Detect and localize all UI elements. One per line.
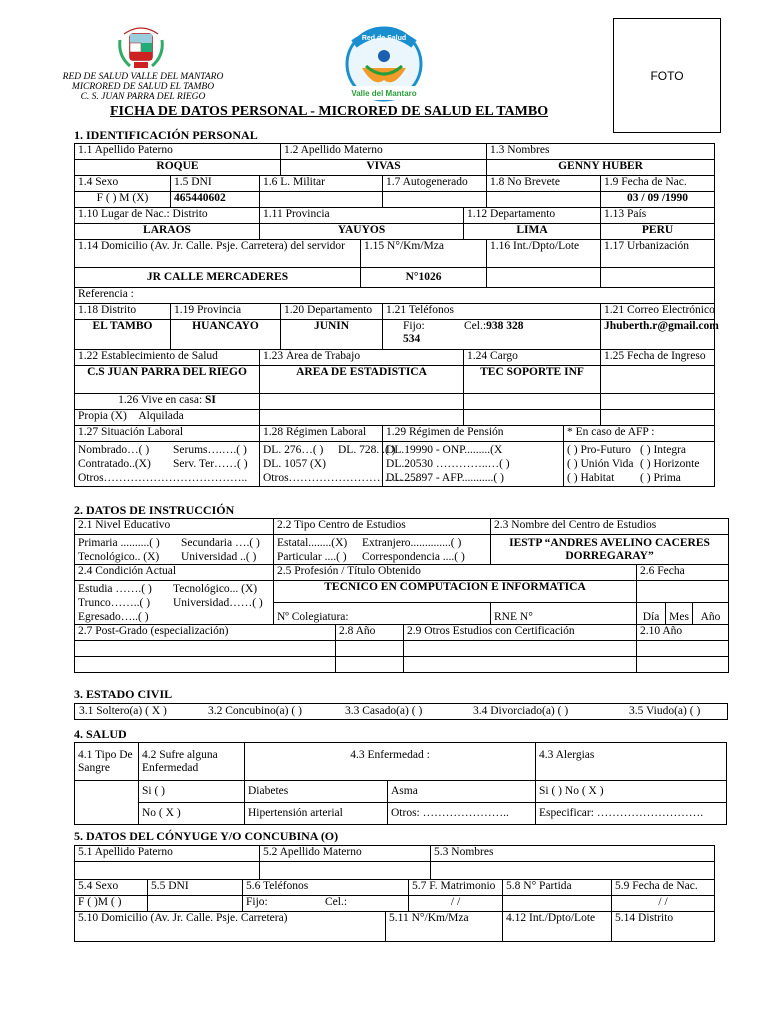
instruccion-table: [74, 518, 729, 673]
header-line-2: MICRORED DE SALUD EL TAMBO: [71, 82, 215, 92]
label-referencia: Referencia :: [75, 288, 715, 304]
label-anio: Año: [693, 603, 729, 625]
value-cel: 938 328: [486, 320, 524, 332]
value-cel-2: 534: [403, 333, 421, 345]
label-sexo: 1.4 Sexo: [75, 176, 171, 192]
option-concubino: 3.2 Concubino(a) ( ): [208, 705, 302, 717]
header-line-1: RED DE SALUD VALLE DEL MANTARO: [62, 72, 224, 82]
label-enfermedad: 4.3 Enfermedad :: [245, 743, 536, 781]
label-profesion: 2.5 Profesión / Título Obtenido: [274, 565, 637, 581]
option-primaria: Primaria ..........( ): [78, 537, 160, 549]
label-cel: Cel.:: [464, 320, 487, 332]
label-conyuge-domicilio: 5.10 Domicilio (Av. Jr. Calle. Psje. Carretera): [75, 912, 386, 942]
label-afp: * En caso de AFP :: [564, 426, 715, 442]
option-dl-1057: DL. 1057 (X): [263, 458, 326, 470]
option-enfermedad-no: No ( X ): [139, 803, 245, 825]
label-distrito: 1.18 Distrito: [75, 304, 171, 320]
logo-top-text: Red de Salud: [361, 35, 407, 42]
label-nombres: 1.3 Nombres: [487, 144, 715, 160]
label-regimen-pension: 1.29 Régimen de Pensión: [383, 426, 564, 442]
option-otros-situacion: Otros………………………………..: [78, 472, 248, 484]
option-propia: Propia (X): [78, 410, 127, 422]
label-anio-post-grado: 2.8 Año: [336, 625, 404, 641]
value-nombre-centro: IESTP “ANDRES AVELINO CACERES DORREGARAY”: [491, 535, 729, 565]
conyuge-table: [74, 845, 715, 942]
option-viudo: 3.5 Viudo(a) ( ): [629, 705, 701, 717]
value-conyuge-sexo: F ( )M ( ): [75, 896, 148, 912]
option-dl-25897: DL.25897 - AFP...........( ): [386, 472, 504, 484]
label-conyuge-cel: Cel.:: [325, 896, 348, 908]
label-post-grado: 2.7 Post-Grado (especialización): [75, 625, 336, 641]
option-egresado: Egresado…..( ): [78, 611, 149, 623]
logo-bottom-text: Valle del Mantaro: [351, 89, 417, 98]
label-conyuge-fecha-nac: 5.9 Fecha de Nac.: [612, 880, 715, 896]
label-conyuge-nombres: 5.3 Nombres: [431, 846, 715, 862]
value-distrito: EL TAMBO: [75, 320, 171, 350]
option-correspondencia: Correspondencia ....( ): [362, 551, 465, 563]
label-domicilio: 1.14 Domicilio (Av. Jr. Calle. Psje. Carretera) del servidor: [75, 240, 361, 268]
section-4-title: 4. SALUD: [74, 727, 127, 741]
label-vive-en-casa: 1.26 Vive en casa:: [118, 394, 203, 406]
option-prima: ( ) Prima: [640, 472, 681, 484]
option-soltero: 3.1 Soltero(a) ( X ): [79, 705, 167, 717]
option-extranjero: Extranjero..............( ): [362, 537, 462, 549]
label-libreta-militar: 1.6 L. Militar: [260, 176, 383, 192]
label-fijo: Fijo:: [403, 320, 425, 332]
label-apellido-materno: 1.2 Apellido Materno: [281, 144, 487, 160]
option-serums: Serums….….( ): [173, 444, 247, 456]
option-nombrado: Nombrado…( ): [78, 444, 150, 456]
peru-seal: [116, 20, 166, 72]
value-cargo: TEC SOPORTE INF: [464, 366, 601, 394]
label-conyuge-int-dpto: 4.12 Int./Dpto/Lote: [503, 912, 612, 942]
value-pais: PERU: [601, 224, 715, 240]
tipo-vivienda: [75, 410, 260, 426]
label-area-trabajo: 1.23 Área de Trabajo: [260, 350, 464, 366]
option-asma: Asma: [388, 781, 536, 803]
label-provincia: 1.19 Provincia: [171, 304, 281, 320]
label-conyuge-telefonos: 5.6 Teléfonos: [243, 880, 409, 896]
option-hipertension: Hipertensión arterial: [245, 803, 388, 825]
value-numero: N°1026: [361, 268, 487, 288]
label-situacion-laboral: 1.27 Situación Laboral: [75, 426, 260, 442]
option-horizonte: ( ) Horizonte: [640, 458, 700, 470]
option-trunco: Trunco……..( ): [78, 597, 151, 609]
option-enfermedad-si: Si ( ): [139, 781, 245, 803]
value-dni: 465440602: [171, 192, 260, 208]
value-fecha-nac: 03 / 09 /1990: [601, 192, 715, 208]
option-tecnologico-condicion: Tecnológico... (X): [173, 583, 258, 595]
label-tipo-sangre: 4.1 Tipo De Sangre: [75, 743, 139, 781]
option-diabetes: Diabetes: [245, 781, 388, 803]
value-correo: Jhuberth.r@gmail.com: [601, 320, 715, 350]
identificacion-table: [74, 143, 719, 487]
option-otros-enfermedad: Otros: …………………..: [388, 803, 536, 825]
label-int-dpto-lote: 1.16 Int./Dpto/Lote: [487, 240, 601, 268]
label-pais: 1.13 País: [601, 208, 715, 224]
label-conyuge-apellido-paterno: 5.1 Apellido Paterno: [75, 846, 260, 862]
option-dl-19990: DL.19990 - ONP.........(X: [386, 444, 503, 456]
section-1-title: 1. IDENTIFICACIÓN PERSONAL: [74, 128, 258, 142]
option-divorciado: 3.4 Divorciado(a) ( ): [473, 705, 569, 717]
label-nombre-centro: 2.3 Nombre del Centro de Estudios: [491, 519, 729, 535]
option-particular: Particular ....( ): [277, 551, 347, 563]
option-universidad-condicion: Universidad……( ): [173, 597, 263, 609]
option-estudia: Estudia …….( ): [78, 583, 152, 595]
value-domicilio: JR CALLE MERCADERES: [75, 268, 361, 288]
label-autogenerado: 1.7 Autogenerado: [383, 176, 487, 192]
option-dl-20530: DL.20530 …………..…( ): [386, 458, 510, 470]
option-contratado: Contratado..(X): [78, 458, 151, 470]
value-distrito-nac: LARAOS: [75, 224, 260, 240]
label-sufre-enfermedad: 4.2 Sufre alguna Enfermedad: [139, 743, 245, 781]
photo-box: [613, 18, 721, 133]
field-especificar: Especificar: ……………………….: [536, 803, 727, 825]
label-conyuge-fijo: Fijo:: [246, 896, 268, 908]
option-secundaria: Secundaria ….( ): [181, 537, 260, 549]
value-telefonos: [383, 320, 601, 350]
value-vive-en-casa: SI: [205, 394, 216, 406]
option-habitat: ( ) Habitat: [567, 472, 615, 484]
label-cargo: 1.24 Cargo: [464, 350, 601, 366]
label-provincia-nac: 1.11 Provincia: [260, 208, 464, 224]
label-tipo-centro: 2.2 Tipo Centro de Estudios: [274, 519, 491, 535]
label-numero-partida: 5.8 N° Partida: [503, 880, 612, 896]
label-regimen-laboral: 1.28 Régimen Laboral: [260, 426, 383, 442]
label-brevete: 1.8 No Brevete: [487, 176, 601, 192]
label-lugar-nac-distrito: 1.10 Lugar de Nac.: Distrito: [75, 208, 260, 224]
label-rne: RNE N°: [491, 603, 637, 625]
label-departamento-nac: 1.12 Departamento: [464, 208, 601, 224]
option-pro-futuro: ( ) Pro-Futuro: [567, 444, 631, 456]
value-area-trabajo: AREA DE ESTADISTICA: [260, 366, 464, 394]
red-salud-logo: [344, 22, 424, 104]
salud-table: [74, 742, 727, 825]
label-dni: 1.5 DNI: [171, 176, 260, 192]
value-apellido-materno: VIVAS: [281, 160, 487, 176]
label-departamento: 1.20 Departamento: [281, 304, 383, 320]
label-urbanizacion: 1.17 Urbanización: [601, 240, 715, 268]
label-fecha-matrimonio: 5.7 F. Matrimonio: [409, 880, 503, 896]
option-dl-276: DL. 276…( ): [263, 444, 324, 456]
label-nivel-educativo: 2.1 Nivel Educativo: [75, 519, 274, 535]
section-2-title: 2. DATOS DE INSTRUCCIÓN: [74, 503, 235, 517]
label-dia: Día: [637, 603, 666, 625]
header-line-3: C. S. JUAN PARRA DEL RIEGO: [80, 92, 206, 102]
label-numero-km-mza: 1.15 N°/Km/Mza: [361, 240, 487, 268]
option-union-vida: ( ) Unión Vida: [567, 458, 634, 470]
option-casado: 3.3 Casado(a) ( ): [345, 705, 423, 717]
value-departamento-nac: LIMA: [464, 224, 601, 240]
option-tecnologico: Tecnológico.. (X): [78, 551, 160, 563]
label-fecha-nac: 1.9 Fecha de Nac.: [601, 176, 715, 192]
section-3-title: 3. ESTADO CIVIL: [74, 687, 173, 701]
page-title: FICHA DE DATOS PERSONAL - MICRORED DE SALUD EL TAMBO: [110, 104, 549, 119]
option-universidad: Universidad ..( ): [181, 551, 257, 563]
value-establecimiento: C.S JUAN PARRA DEL RIEGO: [75, 366, 260, 394]
label-condicion-actual: 2.4 Condición Actual: [75, 565, 274, 581]
option-integra: ( ) Integra: [640, 444, 687, 456]
label-conyuge-numero: 5.11 N°/Km/Mza: [386, 912, 503, 942]
label-alergias: 4.3 Alergias: [536, 743, 727, 781]
label-fecha: 2.6 Fecha: [637, 565, 729, 581]
label-colegiatura: Nº Colegiatura:: [274, 603, 491, 625]
option-otros-regimen: Otros…………………………….: [263, 472, 418, 484]
value-fecha-matrimonio: / /: [409, 896, 503, 912]
label-conyuge-apellido-materno: 5.2 Apellido Materno: [260, 846, 431, 862]
option-alquilada: Alquilada: [138, 410, 184, 422]
option-alergias-si-no: Si ( ) No ( X ): [536, 781, 727, 803]
section-5-title: 5. DATOS DEL CÓNYUGE Y/O CONCUBINA (O): [74, 829, 339, 843]
value-nombres: GENNY HUBER: [487, 160, 715, 176]
label-telefonos: 1.21 Teléfonos: [383, 304, 601, 320]
label-conyuge-sexo: 5.4 Sexo: [75, 880, 148, 896]
label-apellido-paterno: 1.1 Apellido Paterno: [75, 144, 281, 160]
label-conyuge-dni: 5.5 DNI: [148, 880, 243, 896]
label-otros-estudios: 2.9 Otros Estudios con Certificación: [404, 625, 637, 641]
value-sexo: F ( ) M (X): [75, 192, 171, 208]
estado-civil-row: [74, 703, 728, 720]
photo-label: FOTO: [650, 69, 684, 83]
label-establecimiento: 1.22 Establecimiento de Salud: [75, 350, 260, 366]
option-dl-728: DL. 728. .( ): [338, 444, 396, 456]
value-profesion: TECNICO EN COMPUTACION E INFORMATICA: [274, 581, 637, 603]
label-fecha-ingreso: 1.25 Fecha de Ingreso: [601, 350, 715, 366]
value-departamento: JUNIN: [281, 320, 383, 350]
value-provincia: HUANCAYO: [171, 320, 281, 350]
label-mes: Mes: [666, 603, 693, 625]
value-apellido-paterno: ROQUE: [75, 160, 281, 176]
option-serv-ter: Serv. Ter……( ): [173, 458, 248, 470]
label-anio-otros: 2.10 Año: [637, 625, 729, 641]
vive-en-casa: [75, 394, 260, 410]
value-provincia-nac: YAUYOS: [260, 224, 464, 240]
label-conyuge-distrito: 5.14 Distrito: [612, 912, 715, 942]
label-correo: 1.21 Correo Electrónico: [601, 304, 715, 320]
option-estatal: Estatal........(X): [277, 537, 348, 549]
value-conyuge-fecha-nac: / /: [612, 896, 715, 912]
